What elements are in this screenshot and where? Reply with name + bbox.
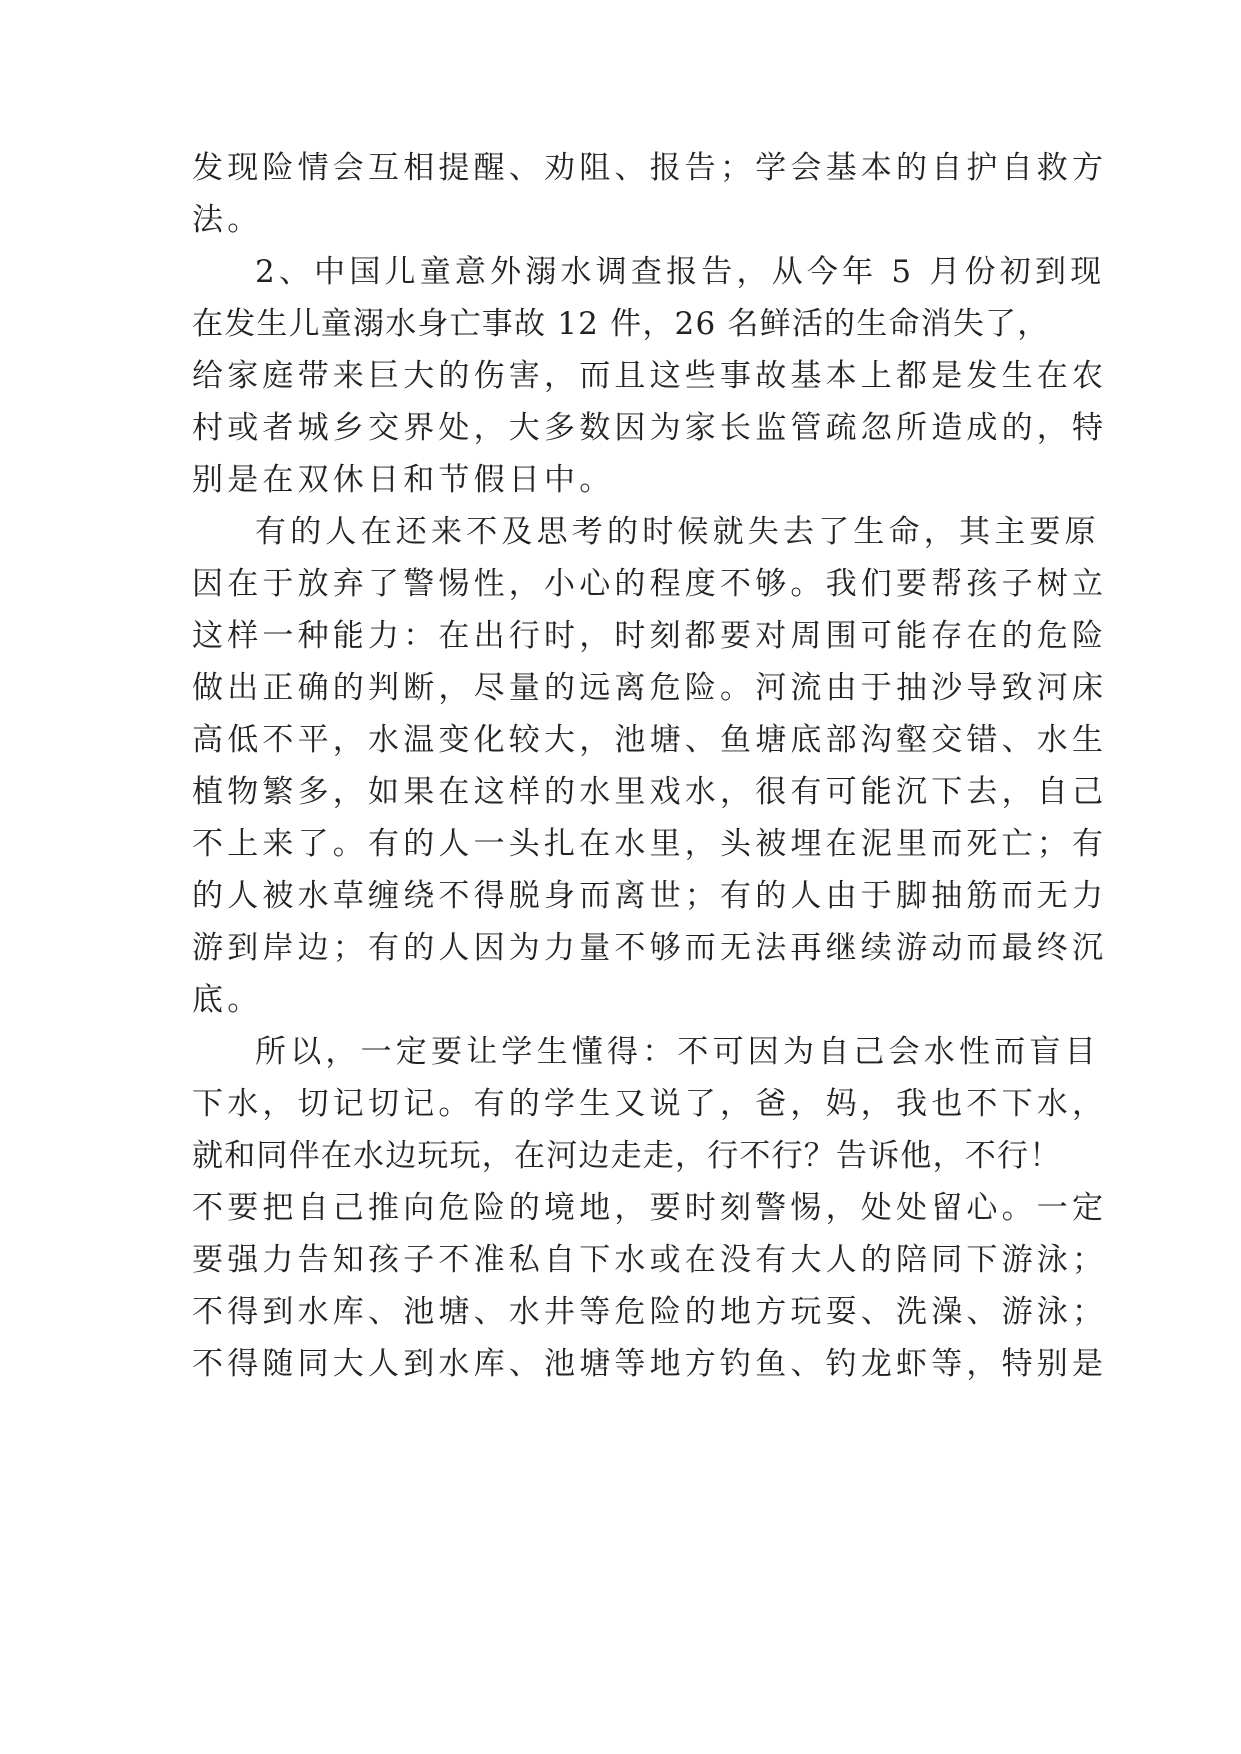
text-line: 别是在双休日和节假日中。 — [192, 462, 615, 498]
text-line: 植物繁多，如果在这样的水里戏水，很有可能沉下去，自己 — [192, 774, 1108, 810]
text-line: 下水，切记切记。有的学生又说了，爸，妈，我也不下水， — [192, 1086, 1108, 1122]
text-line: 游到岸边；有的人因为力量不够而无法再继续游动而最终沉 — [192, 930, 1108, 966]
text-line: 所以，一定要让学生懂得：不可因为自己会水性而盲目 — [255, 1034, 1100, 1070]
text-line: 有的人在还来不及思考的时候就失去了生命，其主要原 — [255, 514, 1100, 550]
text-line: 的人被水草缠绕不得脱身而离世；有的人由于脚抽筋而无力 — [192, 878, 1108, 914]
text-line: 2、中国儿童意外溺水调查报告，从今年 5 月份初到现 — [255, 254, 1106, 290]
text-line: 不得随同大人到水库、池塘等地方钓鱼、钓龙虾等，特别是 — [192, 1346, 1108, 1382]
text-line: 高低不平，水温变化较大，池塘、鱼塘底部沟壑交错、水生 — [192, 722, 1108, 758]
text-line: 在发生儿童溺水身亡事故 12 件，26 名鲜活的生命消失了， — [192, 306, 1050, 342]
text-line: 因在于放弃了警惕性，小心的程度不够。我们要帮孩子树立 — [192, 566, 1108, 602]
text-line: 要强力告知孩子不准私自下水或在没有大人的陪同下游泳； — [192, 1242, 1108, 1278]
text-line: 不要把自己推向危险的境地，要时刻警惕，处处留心。一定 — [192, 1190, 1108, 1226]
text-line: 底。 — [192, 982, 263, 1018]
text-line: 这样一种能力：在出行时，时刻都要对周围可能存在的危险 — [192, 618, 1108, 654]
text-line: 发现险情会互相提醒、劝阻、报告；学会基本的自护自救方 — [192, 150, 1108, 186]
text-line: 做出正确的判断，尽量的远离危险。河流由于抽沙导致河床 — [192, 670, 1108, 706]
text-line: 给家庭带来巨大的伤害，而且这些事故基本上都是发生在农 — [192, 358, 1108, 394]
text-line: 村或者城乡交界处，大多数因为家长监管疏忽所造成的，特 — [192, 410, 1108, 446]
text-line: 法。 — [192, 202, 263, 238]
text-line: 不得到水库、池塘、水井等危险的地方玩耍、洗澡、游泳； — [192, 1294, 1108, 1330]
text-line: 不上来了。有的人一头扎在水里，头被埋在泥里而死亡；有 — [192, 826, 1108, 862]
text-line: 就和同伴在水边玩玩，在河边走走，行不行？告诉他，不行！ — [192, 1138, 1062, 1174]
